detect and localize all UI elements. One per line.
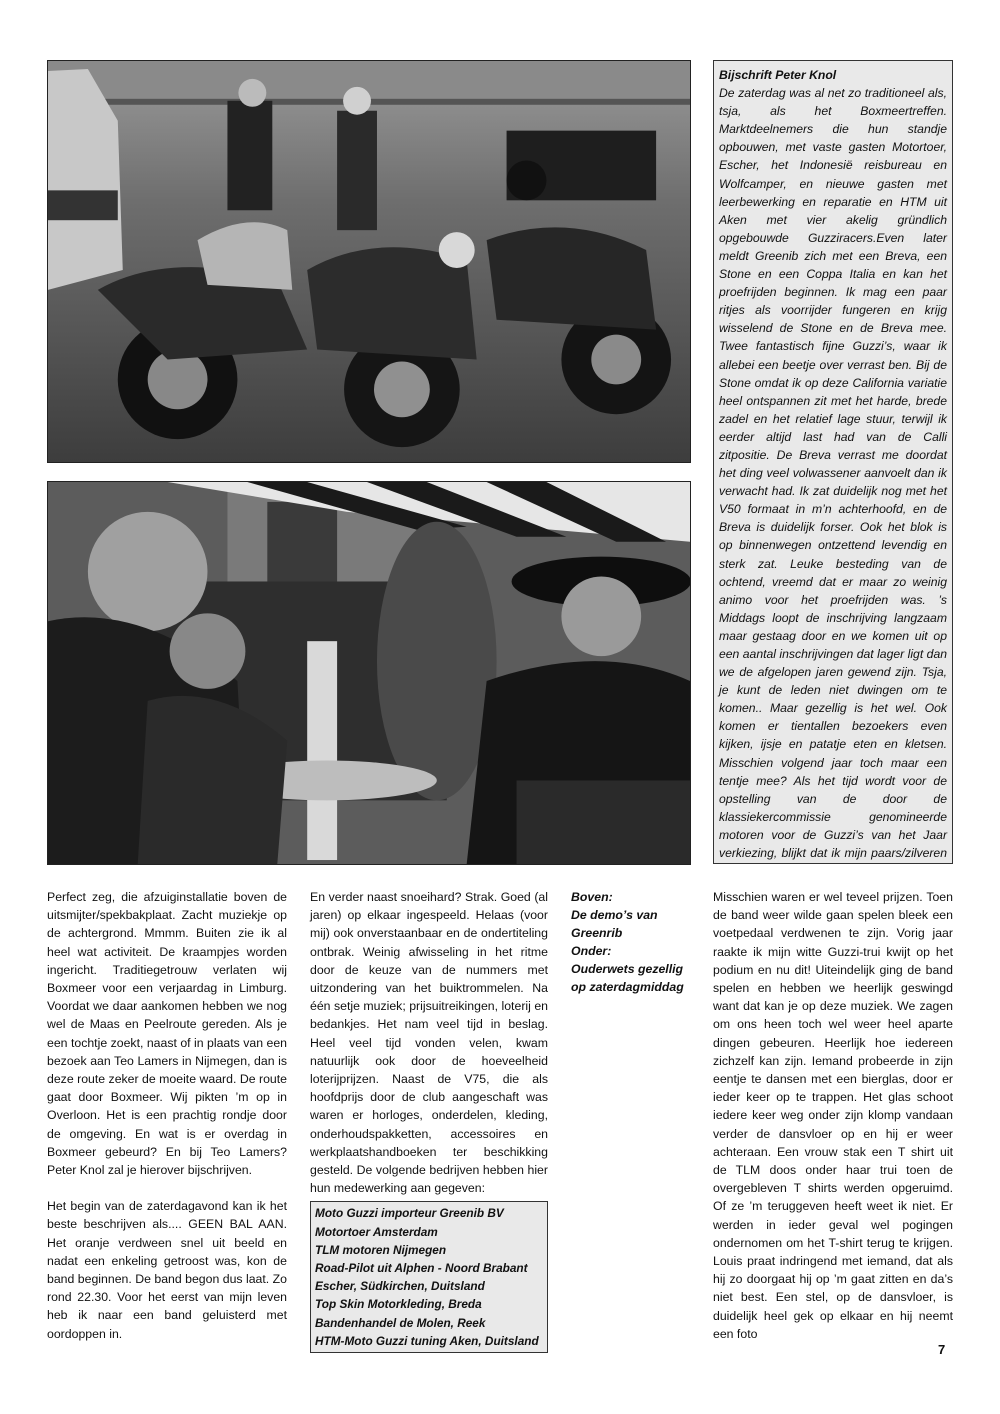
paragraph: Misschien waren er wel teveel prijzen. Toen de band weer wilde gaan spelen bleek een voetpedaal verdwenen te zijn. Vorig jaar raakte ik mijn witte Guzzi-trui kwijt op het podium en nu dit! Uiteindelijk ging de band spelen en hebben we heerlijk geswingd want dat kan je op deze muziek. We zagen om ons heen toch wel weer heel aparte dingen gebeuren. Heerlijk hoe iedereen zichzelf kan zijn. Iemand probeerde in zijn eentje te dansen met een bierglas, door er ieder keer op te trappen. Het glas schoot iedere keer weg onder zijn klomp vandaan verder de dansvloer op en hij er weer achteraan. Een vrouw stak een T shirt uit de TLM doos onder haar trui toen de overgebleven T shirts werden opgeruimd. Of ze ’m teruggeven heeft weet ik niet. Er werden in ieder geval wel pogingen ondernomen om het T-shirt terug te krijgen. Louis praat indringend met iemand, dat als hij zo doorgaat hij op ’m gaat zitten en da’s niet best. Een stel, op de dansvloer, is duidelijk heel gek op elkaar en hij neemt een foto <box>713 890 953 1341</box>
sponsor-item: HTM-Moto Guzzi tuning Aken, Duitsland <box>315 1333 539 1348</box>
sponsor-item: Road-Pilot uit Alphen - Noord Brabant <box>315 1261 528 1276</box>
paragraph: Perfect zeg, die afzuiginstallatie boven de uitsmijter/spekbakplaat. Zacht muziekje op de achtergrond. Mmmm. Buiten zie ik al heel wat activiteit. De kraampjes worden ingericht. Traditiegetrouw verlaten wij Boxmeer voor een verjaardag in Limburg. Voordat we daar aankomen hebben we nog wel de Maas en Peelroute gereden. Als je een tochtje zoekt, naast of in plaats van een bezoek aan Teo Lamers in Nijmegen, dan is deze route zeker de moeite waard. De route gaat door Boxmeer. Wij pikten ’m op in Overloon. Het is een prachtig rondje door de omgeving. En wat is er overdag in Boxmeer gebeurd? En bij Teo Lamers? Peter Knol zal je hierover bijschrijven. <box>47 890 287 1178</box>
motorcycles-illustration <box>48 61 690 462</box>
caption-line: Ouderwets gezellig op zaterdagmiddag <box>571 962 684 994</box>
text-column-2 <box>310 888 548 1353</box>
photo-gathering <box>47 481 691 865</box>
page-number: 7 <box>938 1342 946 1357</box>
caption-line: Boven: <box>571 890 613 904</box>
sponsor-item: Motortoer Amsterdam <box>315 1224 438 1239</box>
sponsor-list <box>310 1201 548 1353</box>
text-column-4 <box>713 888 953 1361</box>
paragraph: En verder naast snoeihard? Strak. Goed (al jaren) op elkaar ingespeeld. Helaas (voor mij) ook onverstaanbaar en de ondertiteling ontbrak. Weinig afwisseling in het ritme door de keuze van de nummers met uitzondering van het buiktrommelen. Na één setje muziek; prijsuitreikingen, loterij en bedankjes. Het nam veel tijd in beslag. Heel veel tijd vonden velen, kwam natuurlijk ook door de hoeveelheid loterijprijzen. Naast de V75, die als hoofdprijs door de club aangeschaft was waren er horloges, onderdelen, kleding, onderhoudspakketten, accessoires en werkplaatshandboeken ter beschikking gesteld. De volgende bedrijven hebben hier hun medewerking aan gegeven: <box>310 890 548 1196</box>
gathering-illustration <box>48 482 690 864</box>
caption-title: Bijschrift Peter Knol <box>719 68 837 82</box>
caption-line: Onder: <box>571 944 612 958</box>
text-column-1 <box>47 888 287 1361</box>
sponsor-item: TLM motoren Nijmegen <box>315 1242 447 1257</box>
photo-caption <box>571 888 691 996</box>
sponsor-item: Moto Guzzi importeur Greenib BV <box>315 1206 504 1221</box>
caption-line: De demo’s van Greenrib <box>571 908 658 940</box>
sponsor-item: Escher, Südkirchen, Duitsland <box>315 1279 485 1294</box>
paragraph: Het begin van de zaterdagavond kan ik het beste beschrijven als.... GEEN BAL AAN. Het oranje verdween snel uit beeld en nadat een enkeling getroost was, kon de band beginnen. De band begon dus laat. Zo rond 22.30. Voor het eerst van mijn leven heb ik naar een band geluisterd met oordoppen in. <box>47 1199 287 1341</box>
sponsor-item: Top Skin Motorkleding, Breda <box>315 1297 482 1312</box>
photo-motorcycles <box>47 60 691 463</box>
caption-box <box>713 60 953 864</box>
sponsor-item: Bandenhandel de Molen, Reek <box>315 1315 486 1330</box>
caption-body: De zaterdag was al net zo traditioneel als, tsja, als het Boxmeertreffen. Marktdeelnemers die hun standje opbouwen, met vaste gasten Motortoer, Escher, het Indonesië reisbureau en Wolfcamper, en nieuwe gasten met leerbewerking en reparatie en HTM uit Aken met vier akelig gründlich opgebouwde Guzziracers.Even later meldt Greenib zich met een Breva, een Stone en een Coppa Italia en kan het proefrijden beginnen. Ik mag een paar ritjes als voorrijder fungeren en krijg wisselend de Stone en de Breva mee. Twee fantastisch fijne Guzzi’s, waar ik allebei een beetje over verrast ben. Bij de Stone omdat ik op deze California variatie heel ontspannen zit met het harde, brede zadel en het relatief lage stuur, terwijl ik eerder altijd last had van de Calli zitpositie. De Breva verrast me doordat het ding veel volwassener aanvoelt dan ik verwacht had. Ik zat duidelijk nog met het V50 formaat in m’n achterhoofd, en de Breva is duidelijk forser. Ook het blok is op binnenwegen ontzettend levendig en sterk zat. Leuke besteding van de ochtend, vreemd dat er maar zo weinig animo voor het proefrijden was. ’s Middags loopt de inschrijving langzaam maar gestaag door en we komen uit op een aantal inschrijvingen dat lager ligt dan we de afgelopen jaren gewend zijn. Tsja, je kunt de leden niet dwingen om te komen.. Maar gezellig is het wel. Ook komen er tientallen bezoekers even kijken, ijsje en patatje eten en kletsen. Misschien volgend jaar toch maar een tentje mee? Als het tijd wordt voor de opstelling van de door de klassiekercommissie genomineerde motoren voor de Guzzi’s van het Jaar verkiezing, blijkt dat ik mijn paars/zilveren <box>719 86 947 861</box>
